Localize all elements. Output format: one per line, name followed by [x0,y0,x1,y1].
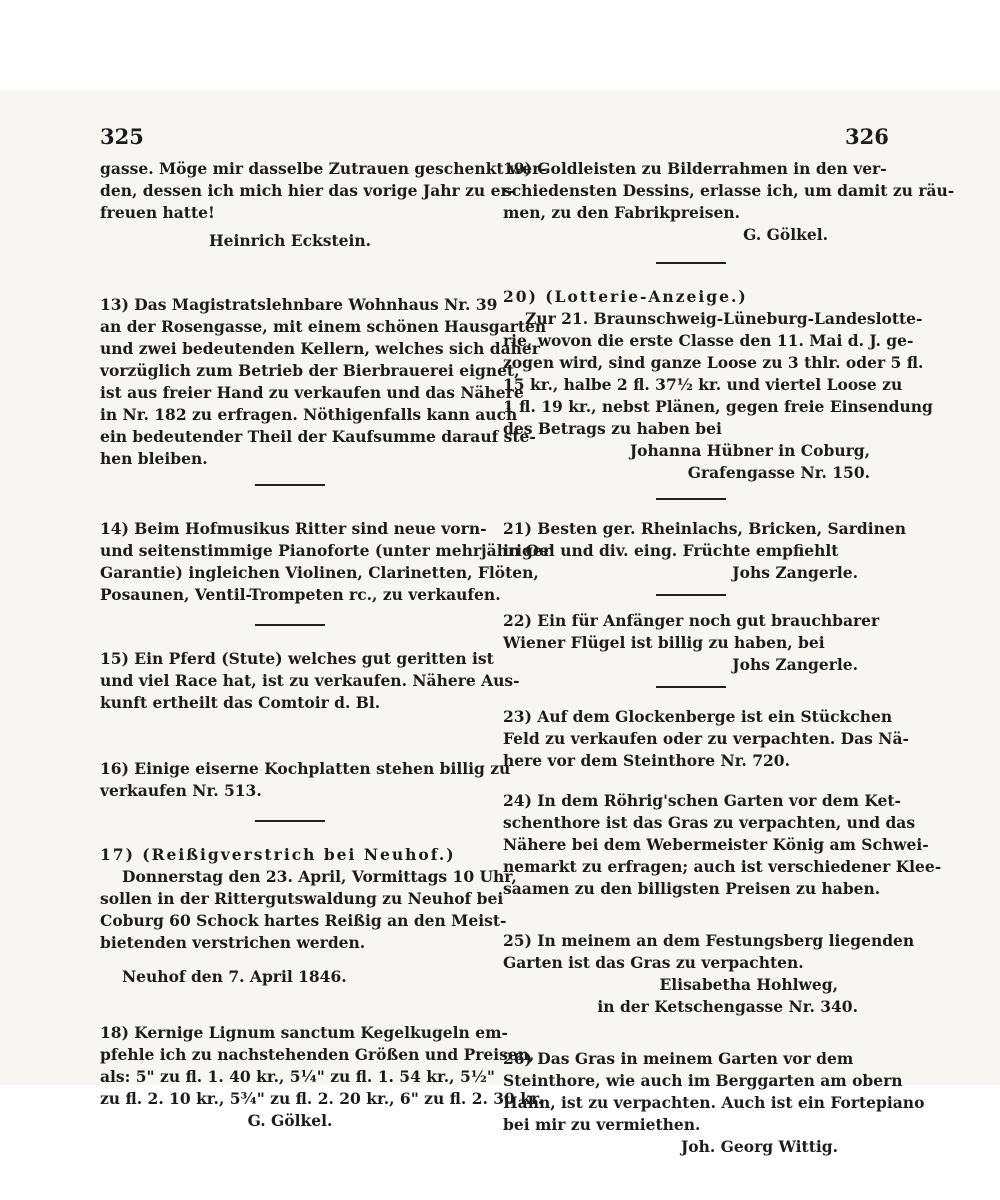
dateline: Neuhof den 7. April 1846. [122,967,347,986]
entry-15 [100,648,520,714]
text-line: und seitenstimmige Pianoforte (unter mehrjähriger [100,541,551,560]
signature: Johanna Hübner in Coburg, [629,441,870,460]
text-line: in Oel und div. eing. Früchte empfiehlt [503,541,839,560]
text-line: kunft ertheilt das Comtoir d. Bl. [100,693,381,712]
signature: Heinrich Eckstein. [208,231,372,250]
text-line: zu fl. 2. 10 kr., 5¾" zu fl. 2. 20 kr., 6" zu fl. 2. 30 kr. [100,1089,544,1108]
carryover-entry [100,158,547,252]
entry-20 [503,286,933,484]
text-line: Zur 21. Braunschweig-Lüneburg-Landeslotte- [525,309,923,328]
left-column [100,158,551,1132]
text-line: und viel Race hat, ist zu verkaufen. Nähere Aus- [100,671,520,690]
right-column [503,158,955,1158]
text-line: und zwei bedeutenden Kellern, welches sich daher [100,339,540,358]
text-line: an der Rosengasse, mit einem schönen Hausgarten [100,317,547,336]
text-line: ist aus freier Hand zu verkaufen und das Nähere [100,383,524,402]
page-number-right: 326 [845,124,889,149]
text-line: schenthore ist das Gras zu verpachten, und das [503,813,916,832]
text-line: gasse. Möge mir dasselbe Zutrauen geschenkt wer- [100,159,547,178]
text-line: in Nr. 182 zu erfragen. Nöthigenfalls kann auch [100,405,518,424]
signature: G. Gölkel. [247,1111,333,1130]
signature: Grafengasse Nr. 150. [687,463,870,482]
signature: Johs Zangerle. [732,563,858,582]
text-line: nemarkt zu erfragen; auch ist verschiedener Klee- [503,857,942,876]
text-line: 15 kr., halbe 2 fl. 37½ kr. und viertel Loose zu [503,375,903,394]
text-line: den, dessen ich mich hier das vorige Jahr zu er- [100,181,516,200]
text-line: 25) In meinem an dem Festungsberg liegenden [503,931,915,950]
text-line: men, zu den Fabrikpreisen. [503,203,740,222]
text-line: bei mir zu vermiethen. [503,1115,701,1134]
text-line: ein bedeutender Theil der Kaufsumme darauf ste- [100,427,536,446]
entry-13 [100,294,547,470]
text-line: hen bleiben. [100,449,208,468]
text-line: Hahn, ist zu verpachten. Auch ist ein Fortepiano [503,1093,925,1112]
entry-heading: 17) (Reißigverstrich bei Neuhof.) [100,845,456,864]
text-line: Coburg 60 Schock hartes Reißig an den Meist- [100,911,507,930]
text-line: als: 5" zu fl. 1. 40 kr., 5¼" zu fl. 1. 54 kr., 5½" [100,1067,495,1086]
entry-21 [503,518,907,584]
entry-heading: 20) (Lotterie-Anzeige.) [503,287,748,306]
text-line: Posaunen, Ventil-Trompeten rc., zu verkaufen. [100,585,501,604]
entry-18 [100,1022,544,1132]
text-line: 21) Besten ger. Rheinlachs, Bricken, Sardinen [503,519,907,538]
text-line: 23) Auf dem Glockenberge ist ein Stückchen [503,707,893,726]
text-line: Feld zu verkaufen oder zu verpachten. Das Nä- [503,729,909,748]
text-line: zogen wird, sind ganze Loose zu 3 thlr. oder 5 fl. [503,353,924,372]
entry-16 [100,758,511,802]
text-line: 22) Ein für Anfänger noch gut brauchbarer [503,611,880,630]
text-line: des Betrags zu haben bei [503,419,722,438]
scan-margin-top [0,0,1000,90]
text-line: freuen hatte! [100,203,215,222]
entry-26 [503,1048,925,1158]
entry-19 [503,158,955,246]
entry-24 [503,790,942,900]
signature: in der Ketschengasse Nr. 340. [597,997,858,1016]
text-line: pfehle ich zu nachstehenden Größen und Preisen, [100,1045,535,1064]
text-line: here vor dem Steinthore Nr. 720. [503,751,790,770]
entry-17 [100,844,517,988]
entry-25 [503,930,915,1018]
signature: G. Gölkel. [743,225,828,244]
text-line: 14) Beim Hofmusikus Ritter sind neue vorn- [100,519,487,538]
text-line: Garten ist das Gras zu verpachten. [503,953,804,972]
entry-14 [100,518,551,606]
text-line: 16) Einige eiserne Kochplatten stehen billig zu [100,759,511,778]
text-line: sollen in der Rittergutswaldung zu Neuhof bei [100,889,504,908]
text-line: Steinthore, wie auch im Berggarten am obern [503,1071,903,1090]
text-line: saamen zu den billigsten Preisen zu haben. [503,879,881,898]
entry-22 [503,610,878,676]
signature: Elisabetha Hohlweg, [659,975,838,994]
text-line: 13) Das Magistratslehnbare Wohnhaus Nr. 39 [100,295,498,314]
text-line: Wiener Flügel ist billig zu haben, bei [503,633,825,652]
text-line: Nähere bei dem Webermeister König am Schwei- [503,835,929,854]
text-line: 18) Kernige Lignum sanctum Kegelkugeln em- [100,1023,508,1042]
text-line: verkaufen Nr. 513. [100,781,262,800]
page-number-left: 325 [100,124,144,149]
text-line: 15) Ein Pferd (Stute) welches gut geritten ist [100,649,494,668]
text-line: Donnerstag den 23. April, Vormittags 10 Uhr, [122,867,517,886]
text-line: rie, wovon die erste Classe den 11. Mai d. J. ge- [503,331,914,350]
text-line: vorzüglich zum Betrieb der Bierbrauerei eignet, [100,361,520,380]
entry-23 [503,706,909,772]
signature: Joh. Georg Wittig. [680,1137,838,1156]
text-line: Garantie) ingleichen Violinen, Clarinetten, Flöten, [100,563,539,582]
text-line: 24) In dem Röhrig'schen Garten vor dem Ket- [503,791,901,810]
text-line: bietenden verstrichen werden. [100,933,366,952]
text-line: schiedensten Dessins, erlasse ich, um damit zu räu- [503,181,955,200]
text-line: 19) Goldleisten zu Bilderrahmen in den ver- [503,159,887,178]
text-line: 1 fl. 19 kr., nebst Plänen, gegen freie Einsendung [503,397,933,416]
signature: Johs Zangerle. [732,655,858,674]
text-line: 26) Das Gras in meinem Garten vor dem [503,1049,854,1068]
